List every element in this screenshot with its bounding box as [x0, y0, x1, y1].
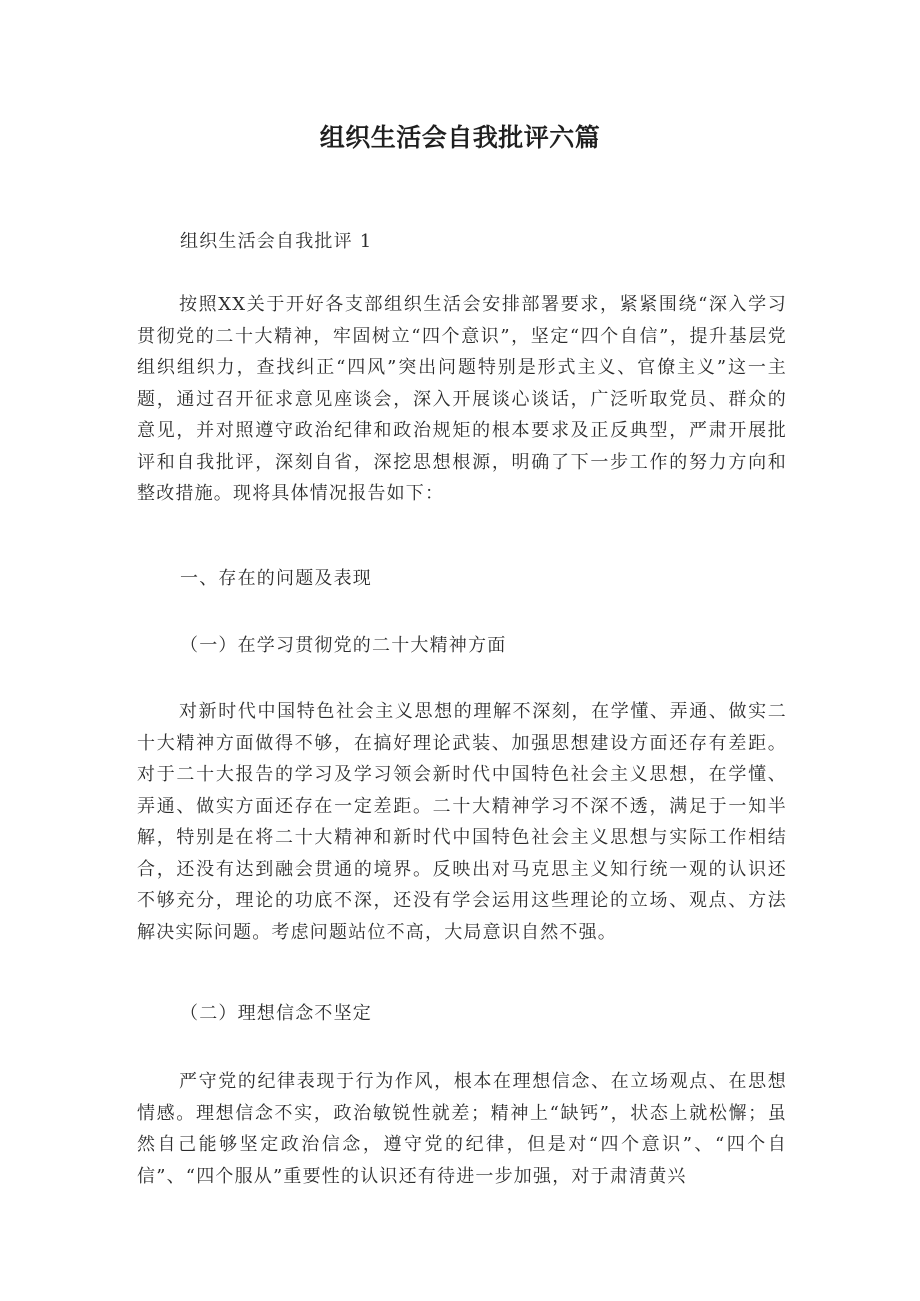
section-title: 组织生活会自我批评 1	[180, 231, 373, 252]
sub2-paragraph: 严守党的纪律表现于行为作风，根本在理想信念、在立场观点、在思想情感。理想信念不实，政治敏锐性就差；精神上“缺钙”，状态上就松懈；虽然自己能够坚定政治信念，遵守党的纪律，但是对“四个意识”、“四个自信”、“四个服从”重要性的认识还有待进一步加强，对于肃清黄兴	[137, 1071, 787, 1187]
sub1-heading: （一）在学习贯彻党的二十大精神方面	[180, 635, 507, 656]
intro-paragraph: 按照XX关于开好各支部组织生活会安排部署要求，紧紧围绕“深入学习贯彻党的二十大精神，牢固树立“四个意识”，坚定“四个自信”，提升基层党组织组织力，查找纠正“四风”突出问题特别是形式主义、官僚主义”这一主题，通过召开征求意见座谈会，深入开展谈心谈话，广泛听取党员、群众的意见，并对照遵守政治纪律和政治规矩的根本要求及正反典型，严肃开展批评和自我批评，深刻自省，深挖思想根源，明确了下一步工作的努力方向和整改措施。现将具体情况报告如下：	[137, 294, 787, 504]
part1-heading: 一、存在的问题及表现	[180, 568, 372, 589]
sub1-paragraph: 对新时代中国特色社会主义思想的理解不深刻，在学懂、弄通、做实二十大精神方面做得不够，在搞好理论武装、加强思想建设方面还存有差距。对于二十大报告的学习及学习领会新时代中国特色社会主义思想，在学懂、弄通、做实方面还存在一定差距。二十大精神学习不深不透，满足于一知半解，特别是在将二十大精神和新时代中国特色社会主义思想与实际工作相结合，还没有达到融会贯通的境界。反映出对马克思主义知行统一观的认识还不够充分，理论的功底不深，还没有学会运用这些理论的立场、观点、方法解决实际问题。考虑问题站位不高，大局意识自然不强。	[137, 701, 787, 943]
document-title: 组织生活会自我批评六篇	[319, 123, 601, 152]
sub2-heading: （二）理想信念不坚定	[180, 1003, 372, 1024]
